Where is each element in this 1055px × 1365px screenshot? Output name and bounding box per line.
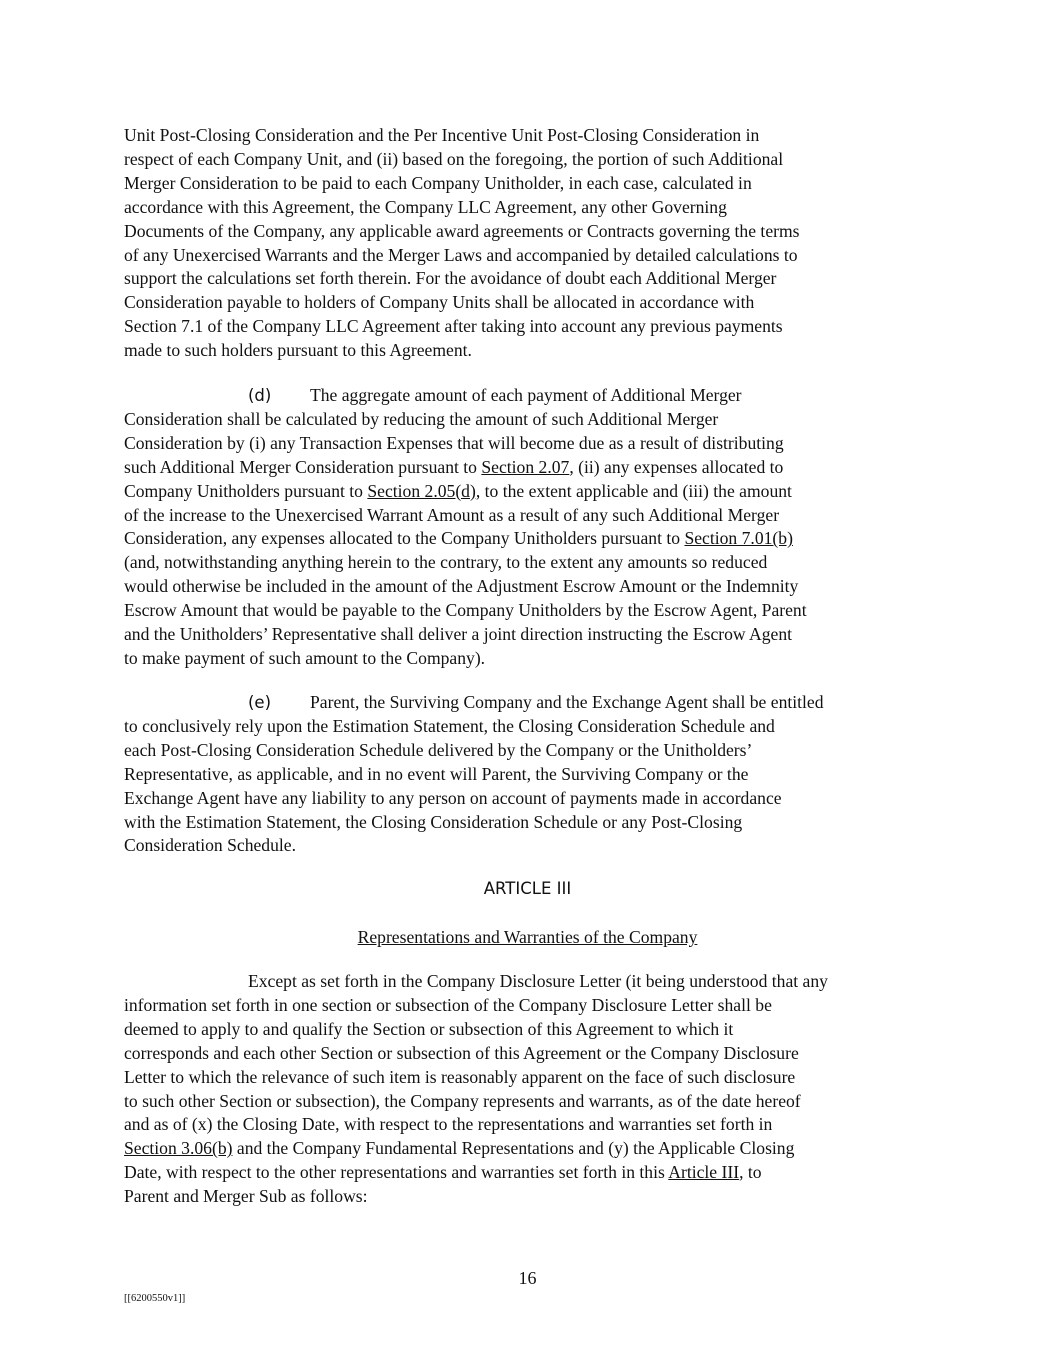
- text-line: corresponds and each other Section or subsection of this Agreement or the Company Disclosure: [124, 1042, 799, 1063]
- text-segment: such Additional Merger Consideration pursuant to: [124, 456, 482, 477]
- text-line: Exchange Agent have any liability to any person on account of payments made in accordance: [124, 787, 782, 808]
- text-line: [124, 456, 936, 480]
- text-line: Consideration by (i) any Transaction Expenses that will become due as a result of distributing: [124, 432, 784, 453]
- text-line: deemed to apply to and qualify the Section or subsection of this Agreement to which it: [124, 1018, 734, 1039]
- paragraph-e: [124, 691, 936, 858]
- text-line: with the Estimation Statement, the Closing Consideration Schedule or any Post-Closing: [124, 811, 743, 832]
- text-segment: and the Company Fundamental Representations and (y) the Applicable Closing: [232, 1138, 795, 1159]
- paragraph-c-continued: [124, 124, 936, 363]
- text-line: [124, 384, 936, 408]
- text-line: made to such holders pursuant to this Agreement.: [124, 340, 472, 361]
- document-id-footer: [[6200550v1]]: [124, 1293, 186, 1304]
- text-line: Escrow Amount that would be payable to the Company Unitholders by the Escrow Agent, Parent: [124, 600, 807, 621]
- cross-reference-section-3-06b[interactable]: Section 3.06(b): [124, 1138, 233, 1159]
- text-line: Consideration shall be calculated by reducing the amount of such Additional Merger: [124, 408, 719, 429]
- text-line: Merger Consideration to be paid to each Company Unitholder, in each case, calculated in: [124, 172, 752, 193]
- text-line: to such other Section or subsection), the Company represents and warrants, as of the date hereof: [124, 1090, 801, 1111]
- cross-reference-section-2-07[interactable]: Section 2.07: [481, 456, 570, 477]
- text-line: Consideration Schedule.: [124, 835, 296, 856]
- text-line: Section 7.1 of the Company LLC Agreement after taking into account any previous payments: [124, 316, 783, 337]
- text-line: and the Unitholders’ Representative shall deliver a joint direction instructing the Escrow Agent: [124, 624, 793, 645]
- text-line: Consideration payable to holders of Company Units shall be allocated in accordance with: [124, 292, 755, 313]
- text-line: would otherwise be included in the amount of the Adjustment Escrow Amount or the Indemnity: [124, 576, 799, 597]
- text-segment: Consideration, any expenses allocated to the Company Unitholders pursuant to: [124, 528, 685, 549]
- cross-reference-section-7-01b[interactable]: Section 7.01(b): [684, 528, 793, 549]
- text-segment: Date, with respect to the other representations and warranties set forth in this: [124, 1162, 669, 1183]
- text-line: of any Unexercised Warrants and the Merger Laws and accompanied by detailed calculations to: [124, 244, 798, 265]
- text-line: [124, 1137, 936, 1161]
- text-line: [124, 1161, 936, 1185]
- text-line: [124, 691, 936, 715]
- article-intro-paragraph: [124, 970, 936, 1209]
- text-line: Letter to which the relevance of such item is reasonably apparent on the face of such disclosure: [124, 1066, 796, 1087]
- text-segment: , to the extent applicable and (iii) the amount: [475, 480, 792, 501]
- text-line: support the calculations set forth therein. For the avoidance of doubt each Additional Merger: [124, 268, 777, 289]
- text-line: Documents of the Company, any applicable award agreements or Contracts governing the terms: [124, 220, 800, 241]
- paragraph-d: [124, 384, 936, 671]
- text-line: and as of (x) the Closing Date, with respect to the representations and warranties set forth in: [124, 1114, 773, 1135]
- text-line: to make payment of such amount to the Company).: [124, 647, 486, 668]
- page-number: 16: [518, 1268, 537, 1288]
- text-line: [124, 527, 936, 551]
- text-line: Except as set forth in the Company Disclosure Letter (it being understood that any: [248, 971, 828, 991]
- text-line: Unit Post-Closing Consideration and the Per Incentive Unit Post-Closing Consideration in: [124, 125, 760, 145]
- text-segment: , to: [739, 1162, 762, 1183]
- cross-reference-article-iii[interactable]: Article III: [668, 1162, 740, 1183]
- text-segment: Company Unitholders pursuant to: [124, 480, 368, 501]
- text-segment: The aggregate amount of each payment of Additional Merger: [310, 385, 742, 405]
- text-line: of the increase to the Unexercised Warrant Amount as a result of any such Additional Merger: [124, 504, 780, 525]
- clause-label-e: (e): [248, 693, 272, 712]
- text-line: (and, notwithstanding anything herein to the contrary, to the extent any amounts so reduced: [124, 552, 768, 573]
- article-subheading: Representations and Warranties of the Company: [357, 927, 698, 947]
- text-line: Representative, as applicable, and in no event will Parent, the Surviving Company or the: [124, 763, 749, 784]
- text-line: accordance with this Agreement, the Company LLC Agreement, any other Governing: [124, 196, 727, 217]
- text-line: respect of each Company Unit, and (ii) based on the foregoing, the portion of such Additional: [124, 148, 784, 169]
- text-line: Parent and Merger Sub as follows:: [124, 1186, 368, 1207]
- article-heading: ARTICLE III: [483, 879, 572, 898]
- text-line: to conclusively rely upon the Estimation Statement, the Closing Consideration Schedule and: [124, 715, 775, 736]
- text-segment: Parent, the Surviving Company and the Exchange Agent shall be entitled: [310, 692, 824, 712]
- cross-reference-section-2-05d[interactable]: Section 2.05(d): [367, 480, 476, 501]
- text-line: each Post-Closing Consideration Schedule delivered by the Company or the Unitholders’: [124, 739, 753, 760]
- clause-label-d: (d): [248, 386, 272, 405]
- text-line: information set forth in one section or subsection of the Company Disclosure Letter shall be: [124, 994, 772, 1015]
- text-line: [124, 480, 936, 504]
- text-segment: , (ii) any expenses allocated to: [569, 456, 784, 477]
